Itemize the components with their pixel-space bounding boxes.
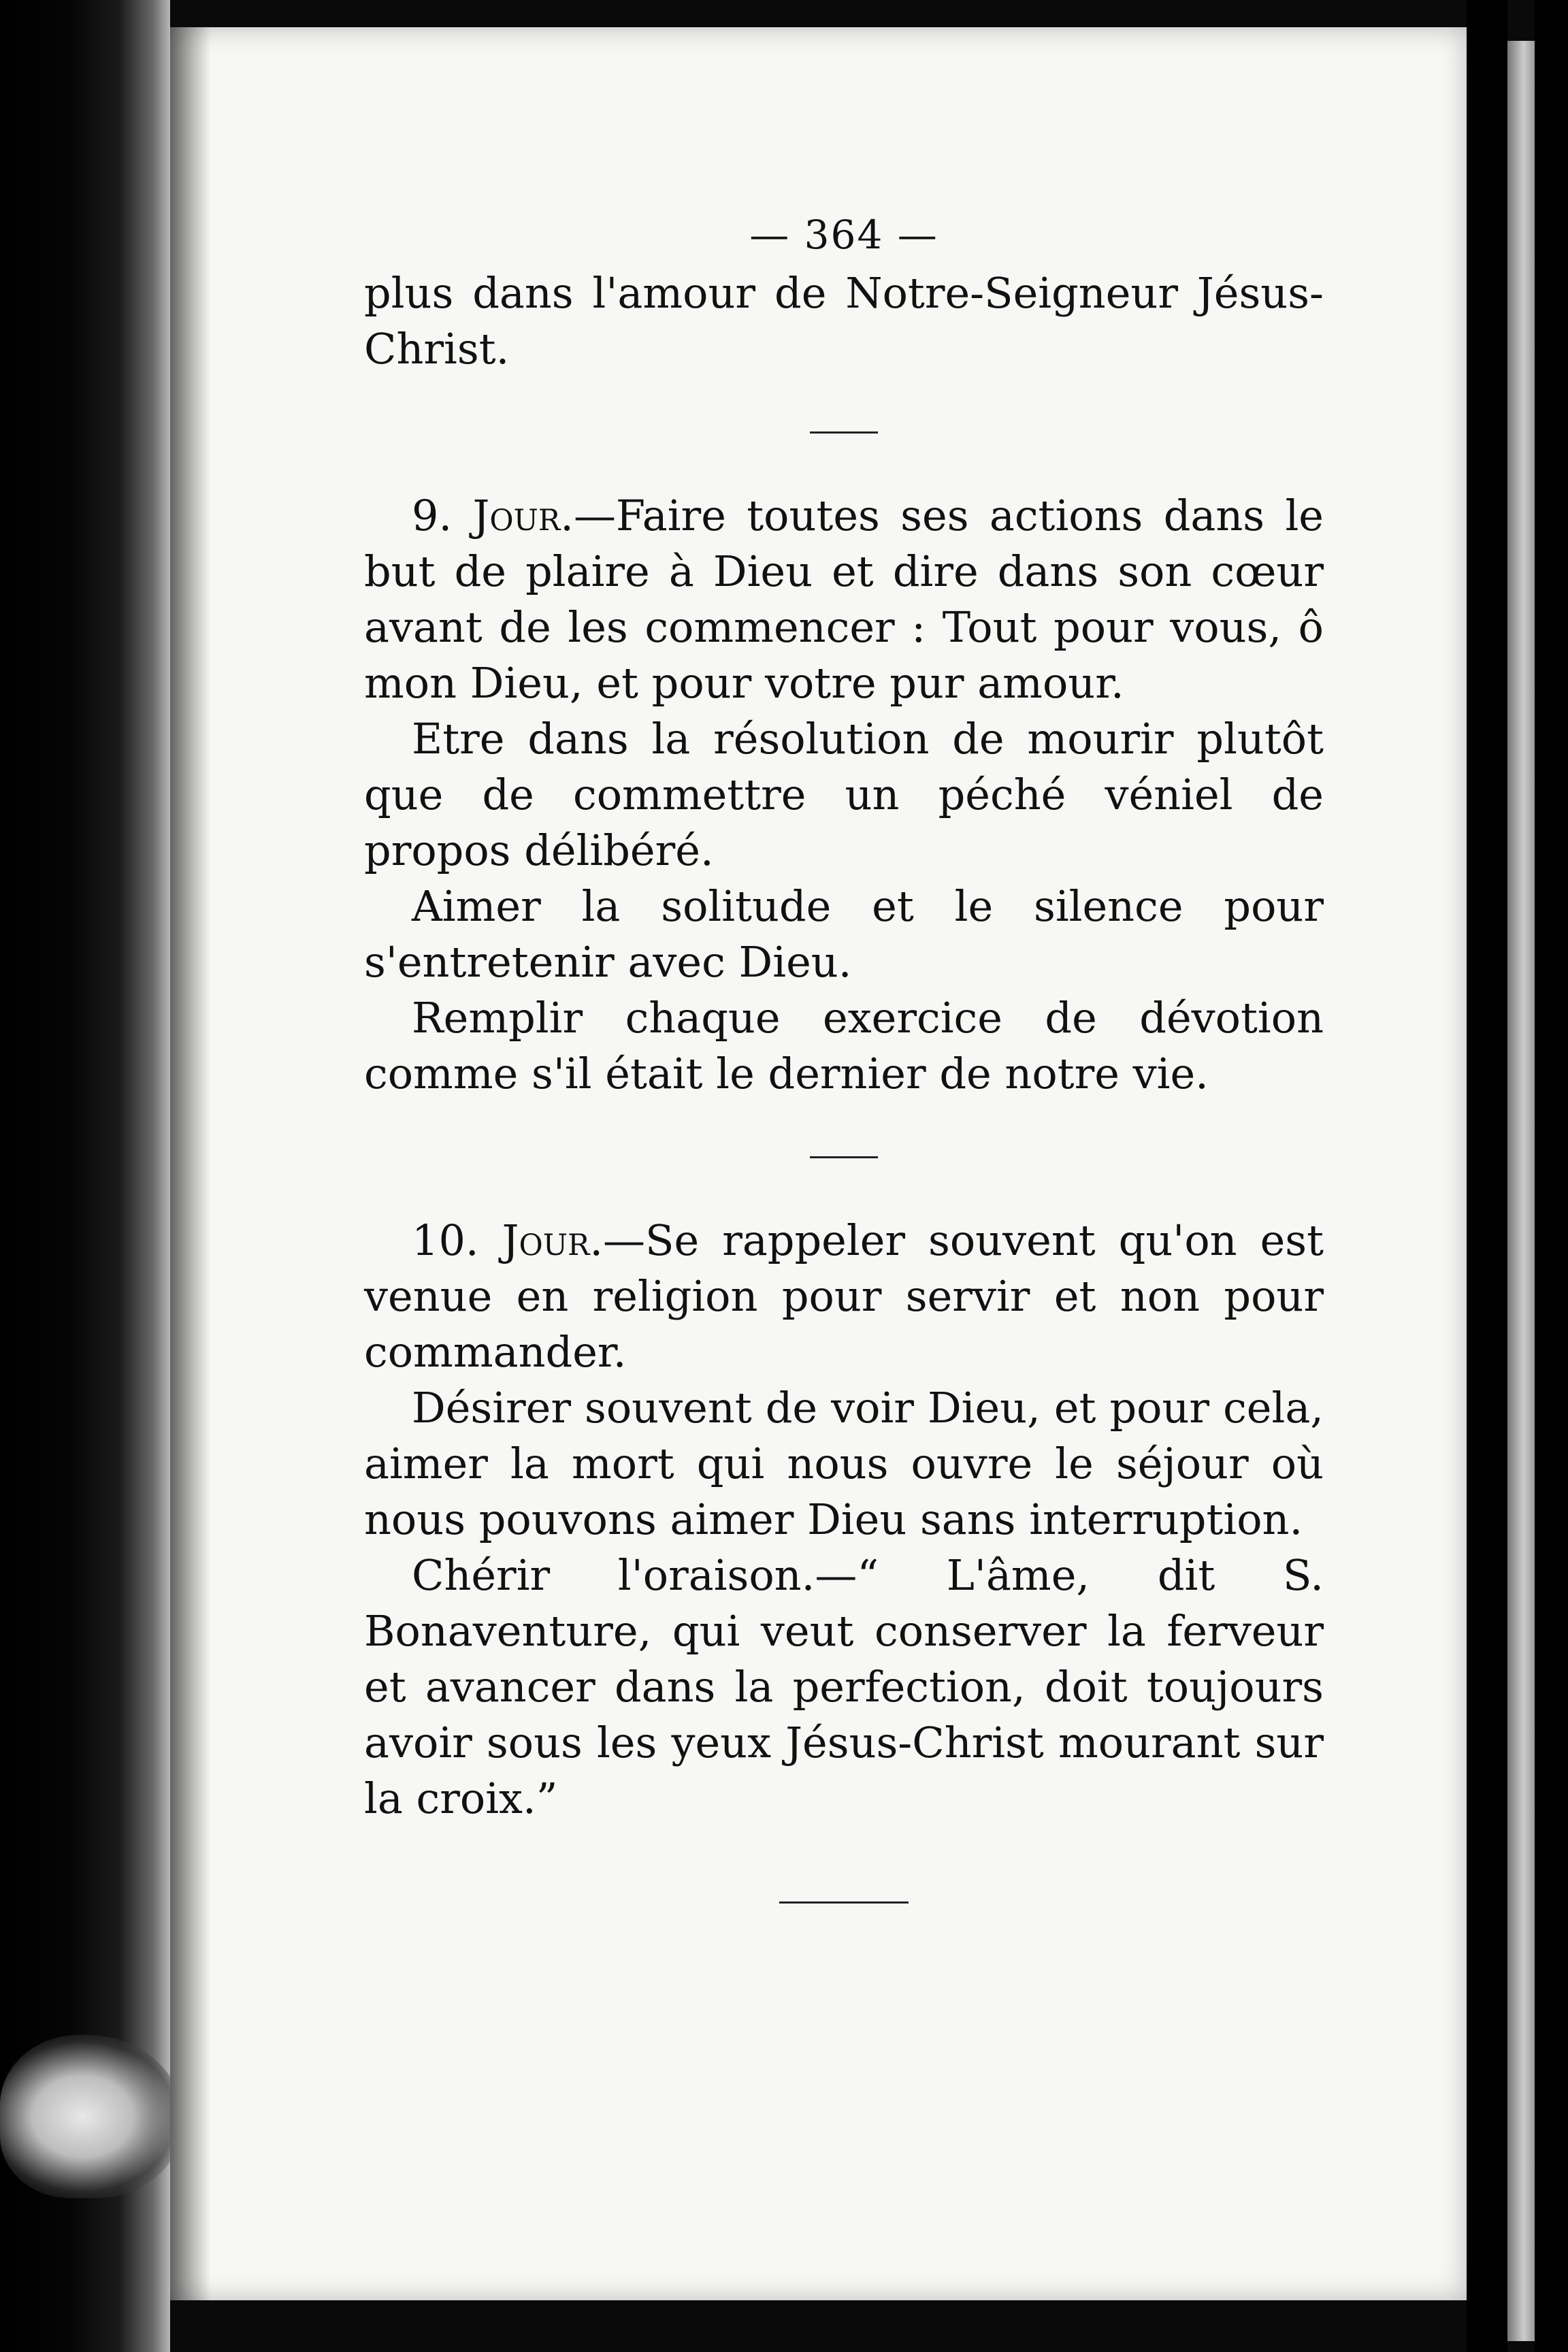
day-number: 9. — [412, 491, 453, 540]
section-divider — [810, 1156, 878, 1158]
paragraph-text: —Faire toutes ses actions dans le but de plaire à Dieu et dire dans son cœur avant de les commencer : Tout pour vous, ô mon Dieu, et pour votre pur amour. — [364, 491, 1324, 708]
book-binding-edge — [0, 0, 170, 2352]
section-divider — [810, 431, 878, 434]
right-gutter — [1467, 0, 1507, 2352]
page-number: — 364 — — [749, 212, 938, 258]
paragraph: Chérir l'oraison.—“ L'âme, dit S. Bonaventure, qui veut conserver la ferveur et avancer dans la perfection, doit toujours avoir sous les yeux Jésus-Christ mourant sur la croix.” — [364, 1550, 1324, 1823]
paragraph: Désirer souvent de voir Dieu, et pour cela, aimer la mort qui nous ouvre le séjour où nous pouvons aimer Dieu sans interruption. — [364, 1383, 1324, 1544]
next-page-edge — [1507, 41, 1535, 2341]
paragraph-text: —Se rappeler souvent qu'on est venue en religion pour servir et non pour commander. — [364, 1215, 1324, 1377]
paragraph — [364, 488, 1324, 711]
section-day-9 — [364, 488, 1324, 1102]
page-text — [364, 204, 1324, 1958]
paragraph — [364, 1213, 1324, 1380]
section-day-10 — [364, 1213, 1324, 1827]
paragraph: Remplir chaque exercice de dévotion comme s'il était le dernier de notre vie. — [364, 993, 1324, 1098]
right-scan-edge — [1535, 0, 1568, 2352]
day-label: Jour. — [502, 1215, 604, 1265]
paragraph: Aimer la solitude et le silence pour s'entretenir avec Dieu. — [364, 881, 1324, 987]
end-divider — [779, 1901, 909, 1904]
day-number: 10. — [412, 1215, 479, 1265]
continuation-paragraph: plus dans l'amour de Notre-Seigneur Jésus-Christ. — [364, 268, 1324, 374]
day-label: Jour. — [472, 491, 574, 540]
paragraph: Etre dans la résolution de mourir plutôt que de commettre un péché véniel de propos délibéré. — [364, 714, 1324, 875]
